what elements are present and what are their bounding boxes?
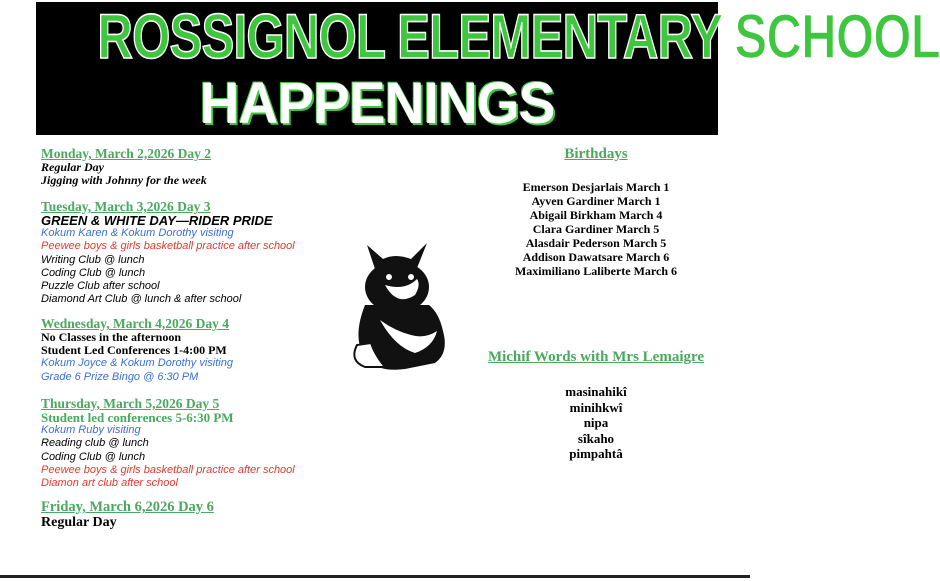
event-line: Coding Club @ lunch bbox=[41, 266, 146, 279]
birthdays-section bbox=[480, 146, 712, 278]
birthday-item: Clara Gardiner March 5 bbox=[532, 222, 660, 236]
event-line: Regular Day bbox=[41, 160, 104, 174]
birthday-item: Ayven Gardiner March 1 bbox=[531, 194, 661, 208]
birthdays-title: Birthdays bbox=[564, 146, 628, 162]
day-heading: Tuesday, March 3,2026 Day 3 bbox=[41, 199, 211, 214]
day-tuesday bbox=[41, 199, 295, 306]
day-thursday bbox=[41, 396, 295, 490]
birthday-item: Emerson Desjarlais March 1 bbox=[522, 180, 670, 194]
birthday-item: Alasdair Pederson March 5 bbox=[525, 236, 667, 250]
day-friday bbox=[41, 500, 214, 531]
event-line: Peewee boys & girls basketball practice after school bbox=[41, 463, 295, 476]
birthday-item: Maximiliano Laliberte March 6 bbox=[514, 264, 678, 278]
day-heading: Thursday, March 5,2026 Day 5 bbox=[41, 396, 220, 411]
school-title: ROSSIGNOL ELEMENTARY SCHOOL bbox=[97, 1, 940, 72]
happenings-title: HAPPENINGS bbox=[199, 71, 555, 136]
event-line: Writing Club @ lunch bbox=[41, 253, 145, 266]
bottom-divider bbox=[0, 575, 750, 578]
event-line: Diamon art club after school bbox=[41, 477, 178, 490]
michif-word-list bbox=[470, 384, 722, 462]
event-line: GREEN & WHITE DAY—RIDER PRIDE bbox=[41, 213, 273, 228]
event-line: Kokum Joyce & Kokum Dorothy visiting bbox=[41, 357, 233, 370]
birthday-item: Addison Dawatsare March 6 bbox=[522, 250, 670, 264]
event-line: Reading club @ lunch bbox=[41, 437, 149, 450]
corgi-mascot-image bbox=[345, 235, 453, 377]
day-heading: Friday, March 6,2026 Day 6 bbox=[41, 499, 214, 515]
day-heading: Monday, March 2,2026 Day 2 bbox=[41, 146, 212, 161]
day-heading: Wednesday, March 4,2026 Day 4 bbox=[41, 316, 230, 331]
michif-section bbox=[470, 349, 722, 462]
event-line: Student Led Conferences 1-4:00 PM bbox=[41, 343, 227, 358]
event-line: Diamond Art Club @ lunch & after school bbox=[41, 293, 242, 306]
michif-title: Michif Words with Mrs Lemaigre bbox=[487, 349, 705, 365]
event-line: Grade 6 Prize Bingo @ 6:30 PM bbox=[41, 370, 199, 383]
header-banner bbox=[36, 1, 940, 136]
event-line: Regular Day bbox=[41, 515, 117, 530]
michif-word: minihkwî bbox=[569, 399, 623, 415]
michif-word: nipa bbox=[583, 415, 609, 430]
event-line: Coding Club @ lunch bbox=[41, 450, 146, 463]
day-wednesday bbox=[41, 316, 233, 384]
day-monday bbox=[41, 146, 211, 187]
event-line: Peewee boys & girls basketball practice after school bbox=[41, 240, 295, 253]
birthday-list bbox=[480, 180, 712, 278]
event-line: No Classes in the afternoon bbox=[41, 330, 181, 344]
event-line: Puzzle Club after school bbox=[41, 280, 160, 293]
event-line: Student led conferences 5-6:30 PM bbox=[41, 410, 234, 425]
michif-word: pimpahtâ bbox=[569, 446, 623, 461]
birthday-item: Abigail Birkham March 4 bbox=[529, 208, 663, 222]
event-line: Kokum Ruby visiting bbox=[41, 424, 141, 437]
michif-word: sîkaho bbox=[577, 430, 615, 446]
event-line: Kokum Karen & Kokum Dorothy visiting bbox=[41, 227, 234, 240]
event-line: Jigging with Johnny for the week bbox=[41, 173, 207, 188]
michif-word: masinahikî bbox=[565, 384, 627, 399]
